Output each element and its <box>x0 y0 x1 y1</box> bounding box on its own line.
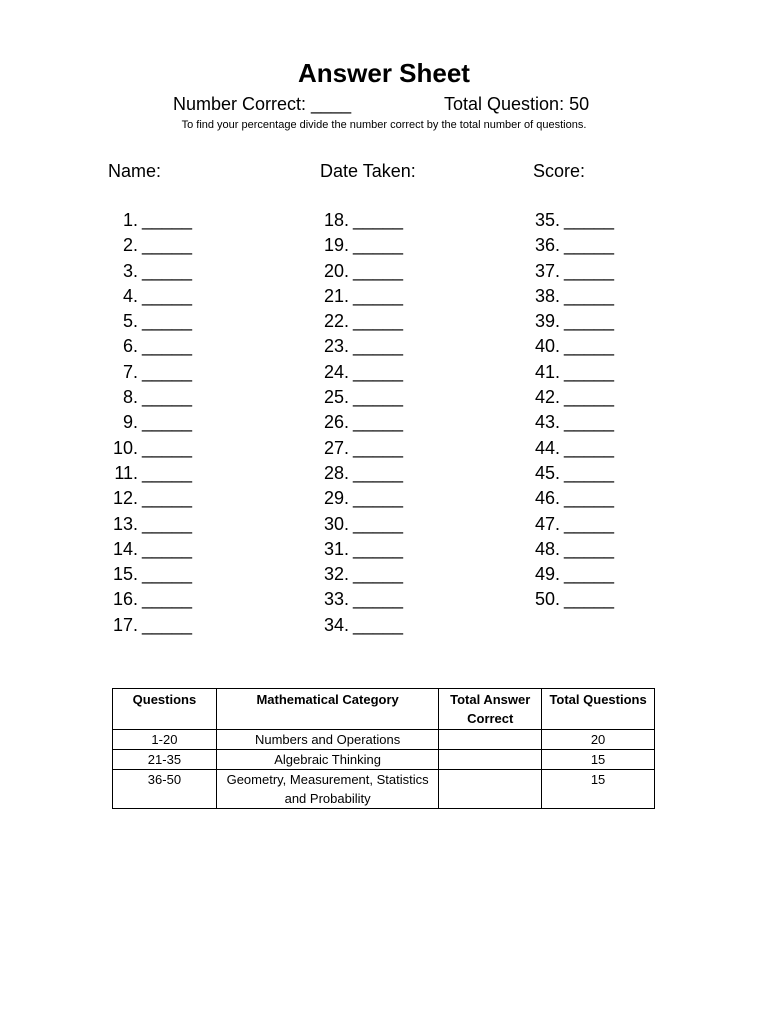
answer-blank[interactable]: _____ <box>353 538 404 559</box>
question-number: 21. <box>323 285 349 306</box>
cell-category: Geometry, Measurement, Statistics and Probability <box>216 770 438 809</box>
answer-row <box>526 233 614 258</box>
question-number: 5. <box>122 311 138 332</box>
question-number: 24. <box>323 361 349 382</box>
answer-row <box>315 385 403 410</box>
cell-category: Numbers and Operations <box>216 730 438 750</box>
answer-row <box>526 410 614 435</box>
answer-blank[interactable]: _____ <box>142 437 193 458</box>
answer-row <box>526 486 614 511</box>
answer-row <box>104 587 192 612</box>
answer-row <box>104 537 192 562</box>
answer-row <box>315 486 403 511</box>
answer-blank[interactable]: _____ <box>353 412 404 433</box>
question-number: 23. <box>323 336 349 357</box>
question-number: 46. <box>534 488 560 509</box>
cell-total: 15 <box>542 750 655 770</box>
answer-row <box>315 436 403 461</box>
question-number: 50. <box>534 589 560 610</box>
answer-blank[interactable]: _____ <box>142 336 193 357</box>
question-number: 1. <box>122 210 138 230</box>
answer-row <box>315 613 403 638</box>
answer-blank[interactable]: _____ <box>142 488 193 509</box>
answer-blank[interactable]: _____ <box>564 387 615 408</box>
answer-blank[interactable]: _____ <box>142 614 193 635</box>
table-row <box>113 770 655 809</box>
answer-blank[interactable]: _____ <box>142 311 193 332</box>
answer-row <box>315 284 403 309</box>
question-number: 32. <box>323 564 349 585</box>
category-summary-table <box>112 688 655 809</box>
answer-row <box>104 385 192 410</box>
answer-column-2 <box>315 208 403 638</box>
score-field-label: Score: <box>533 161 586 181</box>
answer-row <box>526 309 614 334</box>
question-number: 16. <box>112 589 138 610</box>
answer-blank[interactable]: _____ <box>142 285 193 306</box>
question-number: 13. <box>112 513 138 534</box>
answer-row <box>104 309 192 334</box>
answer-row <box>104 410 192 435</box>
answer-blank[interactable]: _____ <box>353 387 404 408</box>
answer-blank[interactable]: _____ <box>564 361 615 382</box>
question-number: 19. <box>323 235 349 256</box>
cell-total: 15 <box>542 770 655 809</box>
answer-blank[interactable]: _____ <box>353 488 404 509</box>
answer-blank[interactable]: _____ <box>353 285 404 306</box>
table-header-row <box>113 689 655 730</box>
answer-blank[interactable]: _____ <box>564 589 615 610</box>
question-number: 4. <box>122 285 138 306</box>
question-number: 39. <box>534 311 560 332</box>
question-number: 11. <box>114 462 138 483</box>
question-number: 29. <box>323 488 349 509</box>
answer-blank[interactable]: _____ <box>564 285 615 306</box>
answer-blank[interactable]: _____ <box>564 513 615 534</box>
question-number: 35. <box>534 210 560 230</box>
question-number: 9. <box>122 412 138 433</box>
answer-blank[interactable]: _____ <box>142 462 193 483</box>
header-questions: Questions <box>113 689 217 730</box>
page-title: Answer Sheet <box>298 58 470 88</box>
answer-blank[interactable]: _____ <box>564 412 615 433</box>
answer-blank[interactable]: _____ <box>353 260 404 281</box>
answer-blank[interactable]: _____ <box>142 564 193 585</box>
question-number: 8. <box>122 387 138 408</box>
answer-blank[interactable]: _____ <box>564 210 615 230</box>
answer-row <box>315 587 403 612</box>
answer-row <box>526 385 614 410</box>
answer-blank[interactable]: _____ <box>353 462 404 483</box>
question-number: 38. <box>534 285 560 306</box>
question-number: 45. <box>534 462 560 483</box>
question-number: 44. <box>534 437 560 458</box>
number-correct-label: Number Correct: ____ <box>173 94 352 114</box>
question-number: 48. <box>534 538 560 559</box>
question-number: 36. <box>534 235 560 256</box>
answer-blank[interactable]: _____ <box>564 564 615 585</box>
answer-blank[interactable]: _____ <box>564 538 615 559</box>
answer-blank[interactable]: _____ <box>142 589 193 610</box>
question-number: 20. <box>323 260 349 281</box>
answer-row <box>104 436 192 461</box>
answer-row <box>526 360 614 385</box>
question-number: 22. <box>323 311 349 332</box>
answer-blank[interactable]: _____ <box>564 462 615 483</box>
question-number: 10. <box>112 437 138 458</box>
answer-blank[interactable]: _____ <box>353 564 404 585</box>
cell-correct[interactable] <box>439 730 542 750</box>
question-number: 37. <box>534 260 560 281</box>
cell-correct[interactable] <box>439 770 542 809</box>
answer-row <box>526 512 614 537</box>
answer-row <box>526 284 614 309</box>
answer-blank[interactable]: _____ <box>564 437 615 458</box>
answer-column-1 <box>104 208 192 638</box>
answer-row <box>526 587 614 612</box>
answer-row <box>104 233 192 258</box>
answer-row <box>315 537 403 562</box>
answer-row <box>526 537 614 562</box>
answer-blank[interactable]: _____ <box>564 235 615 256</box>
answer-row <box>315 233 403 258</box>
answer-row <box>315 410 403 435</box>
answer-row <box>315 334 403 359</box>
answer-blank[interactable]: _____ <box>353 311 404 332</box>
question-number: 12. <box>112 488 138 509</box>
answer-blank[interactable]: _____ <box>353 589 404 610</box>
answer-row <box>315 259 403 284</box>
answer-blank[interactable]: _____ <box>564 488 615 509</box>
answer-row <box>104 486 192 511</box>
question-number: 28. <box>323 462 349 483</box>
question-number: 2. <box>122 235 138 256</box>
answer-blank[interactable]: _____ <box>142 513 193 534</box>
answer-row <box>315 309 403 334</box>
question-number: 33. <box>323 589 349 610</box>
question-number: 34. <box>323 614 349 635</box>
answer-blank[interactable]: _____ <box>142 538 193 559</box>
answer-column-3 <box>526 208 614 613</box>
answer-blank[interactable]: _____ <box>564 336 615 357</box>
header-total-questions: Total Questions <box>542 689 655 730</box>
question-number: 47. <box>534 513 560 534</box>
question-number: 40. <box>534 336 560 357</box>
cell-total: 20 <box>542 730 655 750</box>
name-field-label: Name: <box>108 161 162 181</box>
answer-blank[interactable]: _____ <box>353 361 404 382</box>
header-total-answer-correct: Total Answer Correct <box>439 689 542 730</box>
question-number: 18. <box>323 210 349 230</box>
question-number: 14. <box>112 538 138 559</box>
answer-row <box>526 259 614 284</box>
answer-blank[interactable]: _____ <box>353 336 404 357</box>
answer-blank[interactable]: _____ <box>353 437 404 458</box>
answer-row <box>104 461 192 486</box>
instruction-text: To find your percentage divide the number correct by the total number of questions. <box>181 119 587 131</box>
question-number: 42. <box>534 387 560 408</box>
cell-category: Algebraic Thinking <box>216 750 438 770</box>
question-number: 49. <box>534 564 560 585</box>
cell-correct[interactable] <box>439 750 542 770</box>
total-question-label: Total Question: 50 <box>444 94 590 114</box>
answer-row <box>526 461 614 486</box>
answer-blank[interactable]: _____ <box>353 513 404 534</box>
answer-blank[interactable]: _____ <box>353 614 404 635</box>
answer-blank[interactable]: _____ <box>142 260 193 281</box>
answer-row <box>526 334 614 359</box>
question-number: 31. <box>323 538 349 559</box>
answer-blank[interactable]: _____ <box>353 210 404 230</box>
answer-blank[interactable]: _____ <box>142 387 193 408</box>
answer-blank[interactable]: _____ <box>142 235 193 256</box>
answer-blank[interactable]: _____ <box>142 210 193 230</box>
answer-row <box>104 284 192 309</box>
question-number: 30. <box>323 513 349 534</box>
answer-blank[interactable]: _____ <box>564 260 615 281</box>
answer-row <box>104 512 192 537</box>
answer-blank[interactable]: _____ <box>564 311 615 332</box>
answer-row <box>315 208 403 233</box>
question-number: 43. <box>534 412 560 433</box>
answer-row <box>526 208 614 233</box>
question-number: 3. <box>122 260 138 281</box>
header-mathematical-category: Mathematical Category <box>216 689 438 730</box>
answer-row <box>526 562 614 587</box>
question-number: 15. <box>112 564 138 585</box>
answer-row <box>104 613 192 638</box>
answer-row <box>104 259 192 284</box>
answer-row <box>315 562 403 587</box>
answer-row <box>104 360 192 385</box>
cell-questions: 1-20 <box>113 730 217 750</box>
question-number: 6. <box>122 336 138 357</box>
answer-row <box>104 334 192 359</box>
answer-row <box>315 360 403 385</box>
question-number: 26. <box>323 412 349 433</box>
table-row <box>113 750 655 770</box>
cell-questions: 21-35 <box>113 750 217 770</box>
answer-row <box>104 562 192 587</box>
answer-row <box>315 461 403 486</box>
question-number: 25. <box>323 387 349 408</box>
question-number: 7. <box>122 361 138 382</box>
answer-blank[interactable]: _____ <box>142 412 193 433</box>
answer-row <box>104 208 192 233</box>
cell-questions: 36-50 <box>113 770 217 809</box>
answer-row <box>526 436 614 461</box>
question-number: 27. <box>323 437 349 458</box>
answer-blank[interactable]: _____ <box>142 361 193 382</box>
answer-blank[interactable]: _____ <box>353 235 404 256</box>
answer-row <box>315 512 403 537</box>
question-number: 41. <box>534 361 560 382</box>
date-taken-field-label: Date Taken: <box>320 161 416 181</box>
table-row <box>113 730 655 750</box>
question-number: 17. <box>112 614 138 635</box>
